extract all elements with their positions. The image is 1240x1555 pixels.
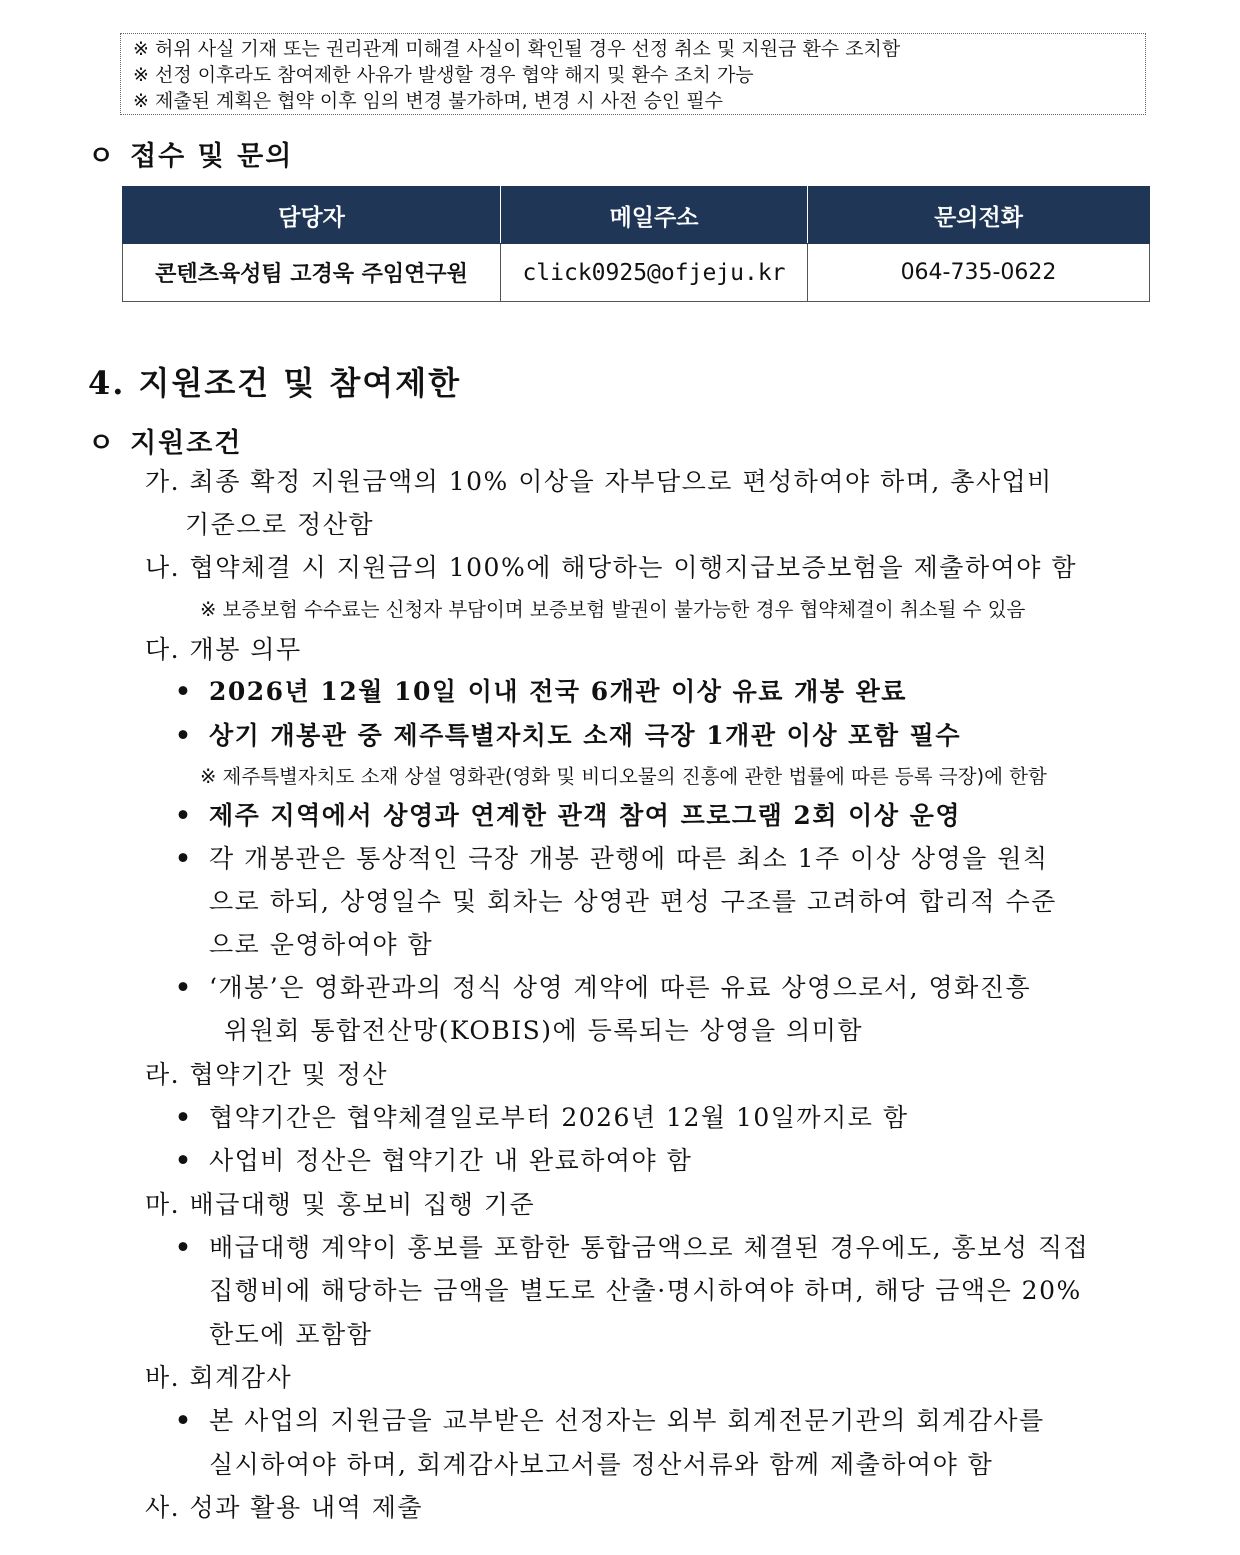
cell-email: click0925@ofjeju.kr xyxy=(501,244,808,302)
item-da-bullet-2 xyxy=(175,719,961,753)
conditions-heading-text: 지원조건 xyxy=(130,428,243,459)
item-da-bullet-4-line-3: 으로 운영하여야 함 xyxy=(209,930,434,959)
item-ma-bullet-1-line-3: 한도에 포함함 xyxy=(209,1320,373,1349)
contact-table-row xyxy=(123,244,1150,302)
item-ma-bullet-1-line-2: 집행비에 해당하는 금액을 별도로 산출·명시하여야 하며, 해당 금액은 20% xyxy=(209,1276,1082,1305)
item-da-bullet-5-line-1: ‘개봉’은 영화관과의 정식 상영 계약에 따른 유료 상영으로서, 영화진흥 xyxy=(209,973,1032,1002)
item-da-title: 다. 개봉 의무 xyxy=(145,635,302,664)
item-ra-title: 라. 협약기간 및 정산 xyxy=(145,1060,388,1089)
notice-line-1: ※ 허위 사실 기재 또는 권리관계 미해결 사실이 확인될 경우 선정 취소 및 지원금 환수 조치함 xyxy=(133,38,901,60)
item-ra-bullet-1 xyxy=(175,1101,908,1135)
item-da-bullet-4-line-1: 각 개봉관은 통상적인 극장 개봉 관행에 따른 최소 1주 이상 상영을 원칙 xyxy=(209,844,1049,873)
item-ba-title: 바. 회계감사 xyxy=(145,1363,293,1392)
header-email: 메일주소 xyxy=(501,187,808,244)
item-ba-bullet-1-line-2: 실시하여야 하며, 회계감사보고서를 정산서류와 함께 제출하여야 함 xyxy=(209,1450,994,1479)
header-phone: 문의전화 xyxy=(808,187,1150,244)
header-person: 담당자 xyxy=(123,187,501,244)
conditions-heading xyxy=(88,421,242,460)
notice-box xyxy=(120,33,1146,115)
circle-bullet-icon: ㅇ xyxy=(88,428,117,459)
item-da-bullet-5 xyxy=(175,971,1031,1005)
item-da-bullet-3-text: 제주 지역에서 상영과 연계한 관객 참여 프로그램 2회 이상 운영 xyxy=(209,801,961,830)
bullet-dot-icon: • xyxy=(175,721,193,750)
contact-heading-text: 접수 및 문의 xyxy=(130,141,294,172)
cell-person: 콘텐츠육성팀 고경욱 주임연구원 xyxy=(123,244,501,302)
item-ba-bullet-1-line-1: 본 사업의 지원금을 교부받은 선정자는 외부 회계전문기관의 회계감사를 xyxy=(209,1406,1045,1435)
bullet-dot-icon: • xyxy=(175,844,193,873)
section-4-title: 4. 지원조건 및 참여제한 xyxy=(88,364,462,402)
bullet-dot-icon: • xyxy=(175,973,193,1002)
bullet-dot-icon: • xyxy=(175,801,193,830)
item-sa-title: 사. 성과 활용 내역 제출 xyxy=(145,1493,424,1522)
item-ra-bullet-2 xyxy=(175,1144,692,1178)
item-da-bullet-3 xyxy=(175,799,961,833)
bullet-dot-icon: • xyxy=(175,1146,193,1175)
item-da-bullet-4 xyxy=(175,842,1049,876)
item-da-bullet-4-line-2: 으로 하되, 상영일수 및 회차는 상영관 편성 구조를 고려하여 합리적 수준 xyxy=(209,887,1057,916)
item-da-bullet-5-line-2: 위원회 통합전산망(KOBIS)에 등록되는 상영을 의미함 xyxy=(224,1016,864,1045)
item-da-bullet-1-text: 2026년 12월 10일 이내 전국 6개관 이상 유료 개봉 완료 xyxy=(209,677,907,706)
notice-line-2: ※ 선정 이후라도 참여제한 사유가 발생할 경우 협약 해지 및 환수 조치 가능 xyxy=(133,64,754,86)
item-ga-line-2: 기준으로 정산함 xyxy=(185,510,374,539)
item-ra-bullet-1-text: 협약기간은 협약체결일로부터 2026년 12월 10일까지로 함 xyxy=(209,1103,909,1132)
bullet-dot-icon: • xyxy=(175,1406,193,1435)
contact-table xyxy=(122,186,1150,302)
item-na-line-1: 나. 협약체결 시 지원금의 100%에 해당하는 이행지급보증보험을 제출하여야 함 xyxy=(145,553,1077,582)
item-ma-title: 마. 배급대행 및 홍보비 집행 기준 xyxy=(145,1190,536,1219)
item-ra-bullet-2-text: 사업비 정산은 협약기간 내 완료하여야 함 xyxy=(209,1146,693,1175)
item-da-bullet-1 xyxy=(175,675,907,709)
bullet-dot-icon: • xyxy=(175,1233,193,1262)
notice-line-3: ※ 제출된 계획은 협약 이후 임의 변경 불가하며, 변경 시 사전 승인 필수 xyxy=(133,90,723,112)
item-da-note: ※ 제주특별자치도 소재 상설 영화관(영화 및 비디오물의 진흥에 관한 법률에 따른 등록 극장)에 한함 xyxy=(200,765,1047,788)
item-da-bullet-2-text: 상기 개봉관 중 제주특별자치도 소재 극장 1개관 이상 포함 필수 xyxy=(209,721,961,750)
cell-phone: 064-735-0622 xyxy=(808,244,1150,302)
item-ba-bullet-1 xyxy=(175,1404,1045,1438)
circle-bullet-icon: ㅇ xyxy=(88,141,117,172)
item-na-note: ※ 보증보험 수수료는 신청자 부담이며 보증보험 발권이 불가능한 경우 협약체결이 취소될 수 있음 xyxy=(200,598,1026,621)
item-ma-bullet-1 xyxy=(175,1231,1089,1265)
bullet-dot-icon: • xyxy=(175,1103,193,1132)
contact-heading xyxy=(88,134,293,173)
item-ga-line-1: 가. 최종 확정 지원금액의 10% 이상을 자부담으로 편성하여야 하며, 총사업비 xyxy=(145,467,1053,496)
bullet-dot-icon: • xyxy=(175,677,193,706)
item-ma-bullet-1-line-1: 배급대행 계약이 홍보를 포함한 통합금액으로 체결된 경우에도, 홍보성 직접 xyxy=(209,1233,1090,1262)
contact-table-header-row xyxy=(123,187,1150,244)
